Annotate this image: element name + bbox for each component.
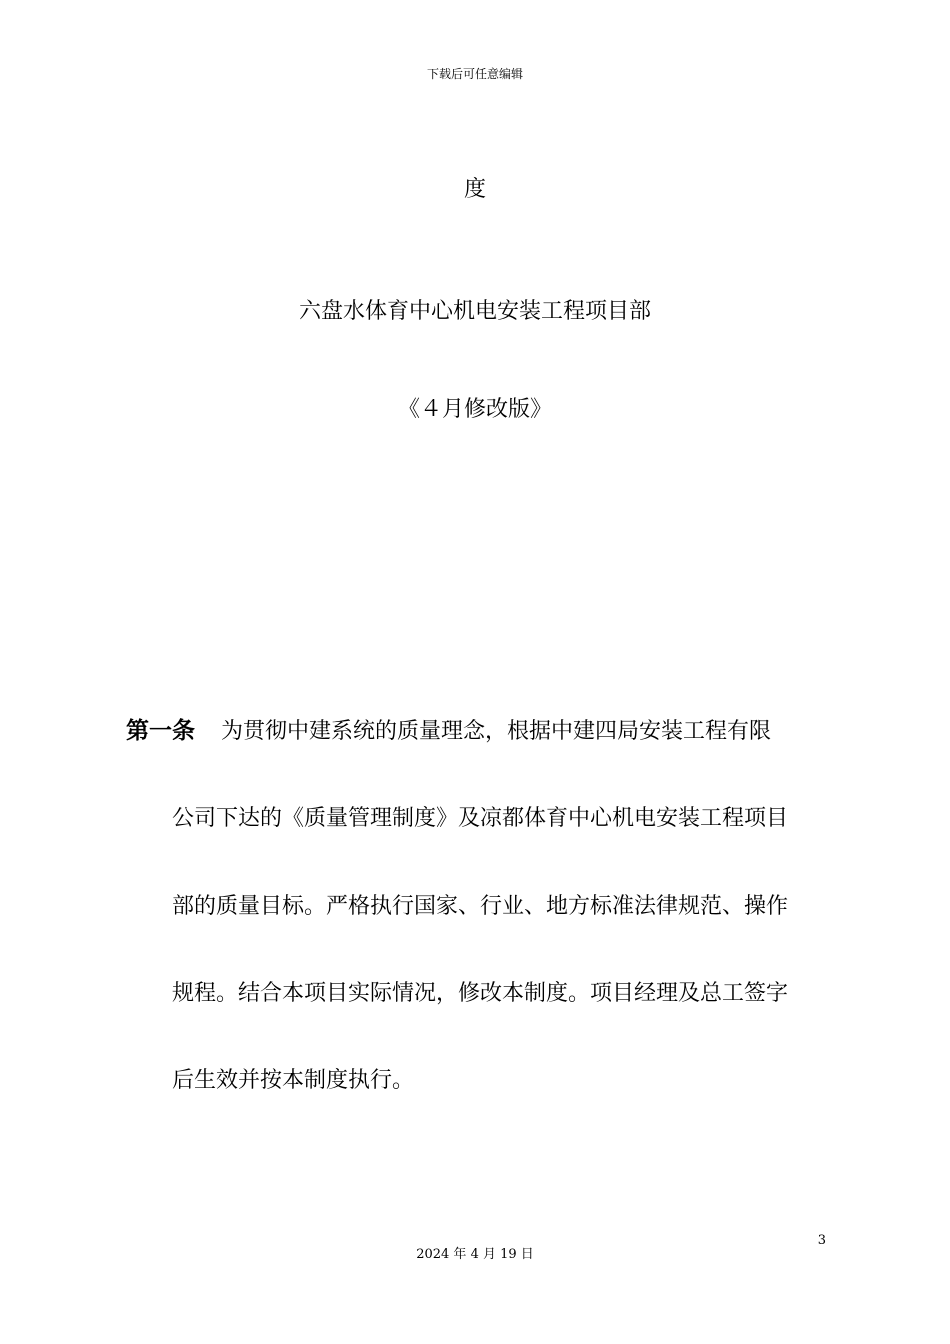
page-number: 3: [817, 1233, 826, 1248]
article-label: 第一条: [126, 718, 195, 744]
article-line-3: 部的质量目标。严格执行国家、行业、地方标准法律规范、操作: [172, 894, 789, 919]
page-header-note: 下载后可任意编辑: [426, 67, 523, 81]
article-line-5: 后生效并按本制度执行。: [172, 1068, 415, 1093]
footer-date: 2024 年 4 月 19 日: [416, 1247, 534, 1262]
article-line-4: 规程。结合本项目实际情况，修改本制度。项目经理及总工签字: [172, 981, 789, 1006]
project-department-title: 六盘水体育中心机电安装工程项目部: [298, 299, 651, 324]
article-line-2: 公司下达的《质量管理制度》及凉都体育中心机电安装工程项目: [172, 806, 789, 831]
article-line-1: [126, 716, 771, 747]
version-label: 《４月修改版》: [397, 397, 552, 422]
article-text: 为贯彻中建系统的质量理念，根据中建四局安装工程有限: [221, 719, 772, 744]
title-fragment: 度: [463, 177, 486, 202]
